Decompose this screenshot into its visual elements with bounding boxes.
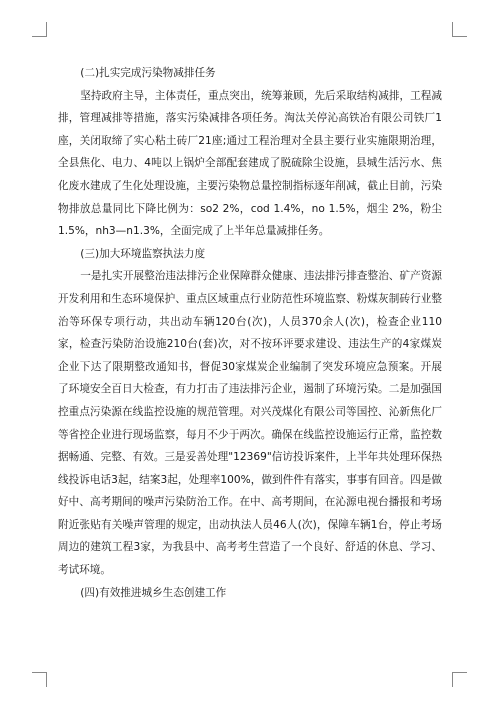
section-heading-3: (三)加大环境监察执法力度 (80, 247, 206, 260)
section-heading-4: (四)有效推进城乡生态创建工作 (80, 586, 227, 599)
section-heading-2: (二)扎实完成污染物减排任务 (80, 67, 216, 79)
paragraph-emission-reduction: 坚持政府主导，主体责任，重点突出，统筹兼顾，先后采取结构减排，工程减排，管理减排等措施，落实污染减排各项任务。淘汰关停沁高铁冶有限公司铁厂1座，关闭取缔了实心粘土砖厂21座;通过工程治理对全县主要行业实施限期治理，全县焦化、电力、4吨以上锅炉全部配套建成了脱硫除尘设施，县城生活污水、焦化废水建成了生化处理设施，主要污染物总量控制指标逐年削减，截止目前，污染物排放总量同比下降比例为：so2 2%，cod 1.4%，no 1.5%，烟尘 2%，粉尘 1.5%，nh3—n1.3%，全面完成了上半年总量减排任务。 (58, 89, 442, 238)
crop-mark-top-left (32, 22, 47, 37)
paragraph-enforcement: 一是扎实开展整治违法排污企业保障群众健康、违法排污排查整治、矿产资源开发利用和生态环境保护、重点区域重点行业防范性环境监察、粉煤灰制砖行业整治等环保专项行动，共出动车辆120台(次)，人员370余人(次)，检查企业110家，检查污染防治设施210台(套)次，对不按环评要求建设、违法生产的4家煤炭企业下达了限期整改通知书，督促30家煤炭企业编制了突发环境应急预案。开展了环境安全百日大检查，有力打击了违法排污企业，遏制了环境污染。二是加强国控重点污染源在线监控设施的规范管理。对兴茂煤化有限公司等国控、沁新焦化厂等省控企业进行现场监察，每月不少于两次。确保在线监控设施运行正常，监控数据畅通、完整、有效。三是妥善处理"12369"信访投诉案件，上半年共处理环保热线投诉电话3起，结案3起，处理率100%，做到件件有落实，事事有回音。四是做好中、高考期间的噪声污染防治工作。在中、高考期间，在沁源电视台播报和考场附近张贴有关噪声管理的规定，出动执法人员46人(次)，保障车辆1台，停止考场周边的建筑工程3家，为我县中、高考考生营造了一个良好、舒适的休息、学习、考试环境。 (58, 270, 442, 577)
crop-mark-bottom-right (452, 672, 467, 687)
crop-mark-bottom-left (32, 672, 47, 687)
crop-mark-top-right (452, 22, 467, 37)
document-body (58, 62, 442, 604)
